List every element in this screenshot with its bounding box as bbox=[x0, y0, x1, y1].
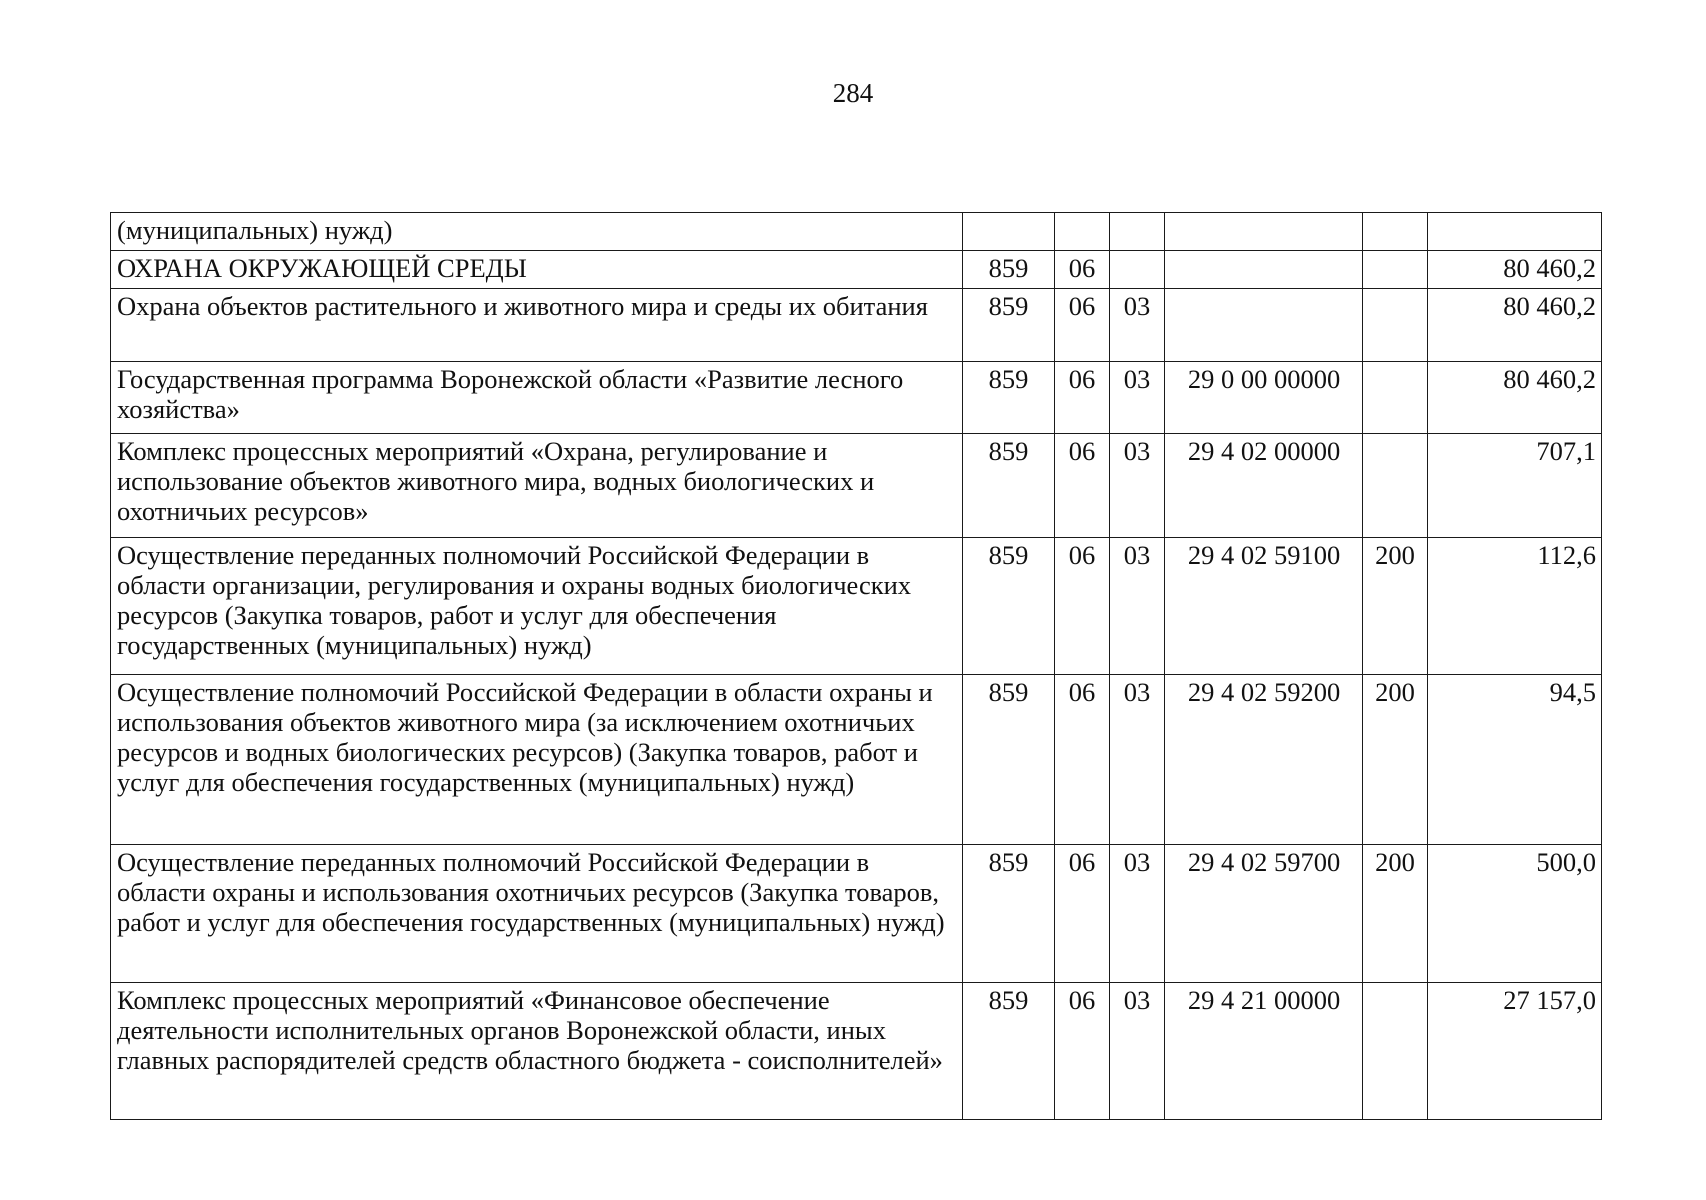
expense-type-code: 200 bbox=[1363, 675, 1428, 845]
row-name: Государственная программа Воронежской области «Развитие лесного хозяйства» bbox=[111, 362, 963, 434]
table-row bbox=[111, 538, 1602, 675]
amount: 707,1 bbox=[1428, 434, 1602, 538]
row-name: (муниципальных) нужд) bbox=[111, 213, 963, 251]
amount: 500,0 bbox=[1428, 845, 1602, 983]
subsection-code: 03 bbox=[1110, 675, 1165, 845]
target-article-code: 29 4 02 00000 bbox=[1165, 434, 1363, 538]
target-article-code bbox=[1165, 251, 1363, 289]
table-row bbox=[111, 675, 1602, 845]
section-code: 06 bbox=[1055, 675, 1110, 845]
row-name: ОХРАНА ОКРУЖАЮЩЕЙ СРЕДЫ bbox=[111, 251, 963, 289]
amount: 80 460,2 bbox=[1428, 362, 1602, 434]
amount: 80 460,2 bbox=[1428, 251, 1602, 289]
section-code: 06 bbox=[1055, 362, 1110, 434]
ministry-code: 859 bbox=[963, 289, 1055, 362]
subsection-code: 03 bbox=[1110, 845, 1165, 983]
budget-table bbox=[110, 212, 1602, 1120]
amount: 80 460,2 bbox=[1428, 289, 1602, 362]
row-name: Осуществление переданных полномочий Российской Федерации в области охраны и использования охотничьих ресурсов (Закупка товаров, работ и услуг для обеспечения государственных (муниципальных) нужд) bbox=[111, 845, 963, 983]
table-row bbox=[111, 434, 1602, 538]
ministry-code: 859 bbox=[963, 983, 1055, 1120]
ministry-code: 859 bbox=[963, 845, 1055, 983]
table-row bbox=[111, 251, 1602, 289]
section-code: 06 bbox=[1055, 251, 1110, 289]
target-article-code: 29 0 00 00000 bbox=[1165, 362, 1363, 434]
row-name: Осуществление полномочий Российской Федерации в области охраны и использования объектов животного мира (за исключением охотничьих ресурсов и водных биологических ресурсов) (Закупка товаров, работ и услуг для обеспечения государственных (муниципальных) нужд) bbox=[111, 675, 963, 845]
section-code: 06 bbox=[1055, 538, 1110, 675]
section-code: 06 bbox=[1055, 845, 1110, 983]
target-article-code: 29 4 02 59100 bbox=[1165, 538, 1363, 675]
section-code: 06 bbox=[1055, 289, 1110, 362]
target-article-code: 29 4 02 59200 bbox=[1165, 675, 1363, 845]
expense-type-code: 200 bbox=[1363, 538, 1428, 675]
amount: 112,6 bbox=[1428, 538, 1602, 675]
page-number: 284 bbox=[832, 78, 874, 108]
table-row bbox=[111, 362, 1602, 434]
expense-type-code: 200 bbox=[1363, 845, 1428, 983]
ministry-code: 859 bbox=[963, 434, 1055, 538]
subsection-code: 03 bbox=[1110, 434, 1165, 538]
row-name: Комплекс процессных мероприятий «Охрана, регулирование и использование объектов животного мира, водных биологических и охотничьих ресурсов» bbox=[111, 434, 963, 538]
subsection-code: 03 bbox=[1110, 538, 1165, 675]
expense-type-code bbox=[1363, 289, 1428, 362]
target-article-code: 29 4 02 59700 bbox=[1165, 845, 1363, 983]
subsection-code: 03 bbox=[1110, 362, 1165, 434]
amount bbox=[1428, 213, 1602, 251]
target-article-code: 29 4 21 00000 bbox=[1165, 983, 1363, 1120]
target-article-code bbox=[1165, 289, 1363, 362]
subsection-code: 03 bbox=[1110, 289, 1165, 362]
row-name: Осуществление переданных полномочий Российской Федерации в области организации, регулирования и охраны водных биологических ресурсов (Закупка товаров, работ и услуг для обеспечения государственных (муниципальных) нужд) bbox=[111, 538, 963, 675]
ministry-code: 859 bbox=[963, 251, 1055, 289]
ministry-code: 859 bbox=[963, 538, 1055, 675]
subsection-code bbox=[1110, 251, 1165, 289]
expense-type-code bbox=[1363, 434, 1428, 538]
section-code: 06 bbox=[1055, 983, 1110, 1120]
table-row bbox=[111, 213, 1602, 251]
amount: 94,5 bbox=[1428, 675, 1602, 845]
expense-type-code bbox=[1363, 251, 1428, 289]
target-article-code bbox=[1165, 213, 1363, 251]
subsection-code bbox=[1110, 213, 1165, 251]
ministry-code bbox=[963, 213, 1055, 251]
ministry-code: 859 bbox=[963, 675, 1055, 845]
expense-type-code bbox=[1363, 983, 1428, 1120]
table-row bbox=[111, 289, 1602, 362]
subsection-code: 03 bbox=[1110, 983, 1165, 1120]
table-row bbox=[111, 983, 1602, 1120]
expense-type-code bbox=[1363, 362, 1428, 434]
ministry-code: 859 bbox=[963, 362, 1055, 434]
section-code: 06 bbox=[1055, 434, 1110, 538]
section-code bbox=[1055, 213, 1110, 251]
row-name: Охрана объектов растительного и животного мира и среды их обитания bbox=[111, 289, 963, 362]
expense-type-code bbox=[1363, 213, 1428, 251]
amount: 27 157,0 bbox=[1428, 983, 1602, 1120]
table-row bbox=[111, 845, 1602, 983]
row-name: Комплекс процессных мероприятий «Финансовое обеспечение деятельности исполнительных органов Воронежской области, иных главных распорядителей средств областного бюджета - соисполнителей» bbox=[111, 983, 963, 1120]
